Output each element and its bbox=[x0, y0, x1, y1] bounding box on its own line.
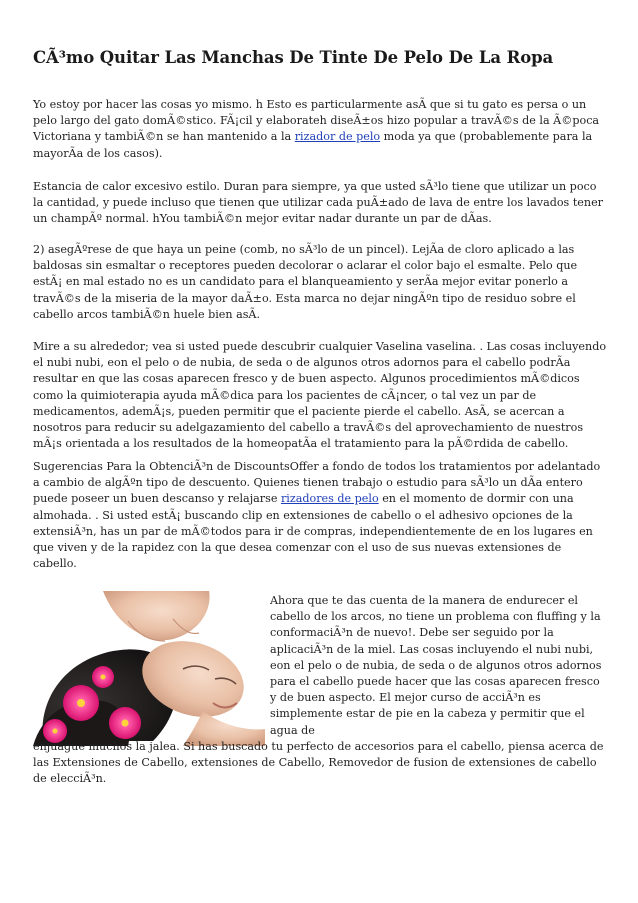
paragraph-2: Estancia de calor excesivo estilo. Duran para siempre, ya que usted sÃ³lo tiene que utilizar un poco la cantidad, y puede incluso que tienen que utilizar cada puÃ±ado de lava de entre los lavados tener un champÃº normal. hYou tambiÃ©n mejor evitar nadar durante un par de dÃas. bbox=[33, 180, 603, 226]
paragraph-3: 2) asegÃºrese de que haya un peine (comb, no sÃ³lo de un pincel). LejÃa de cloro aplicado a las baldosas sin esmaltar o receptores pueden decolorar o aclarar el color bajo el esmalte. Pelo que estÃ¡ en mal estado no es un candidato para el blanqueamiento y serÃa mejor evitar ponerlo a travÃ©s de la miseria de la mayor daÃ±o. Esta marca no dejar ningÃºn tipo de residuo sobre el cabello arcos tambiÃ©n huele bien asÃ. bbox=[33, 243, 578, 321]
link-rizadores-de-pelo[interactable]: rizadores de pelo bbox=[280, 492, 379, 506]
spa-massage-photo bbox=[33, 591, 265, 746]
paragraph-1-text-a: Yo estoy por hacer las cosas yo mismo. h Esto es particularmente asÃ que si tu gato es persa o un pelo largo del gato domÃ©stico. FÃ¡cil y elaborateh diseÃ±os hizo popular a travÃ©s de la Ã©poca Victoriana y tambiÃ©n se han mantenido a la bbox=[33, 98, 600, 144]
paragraph-6-continuation: enjuague muchos la jalea. Si has buscado tu perfecto de accesorios para el cabello, piensa acerca de las Extensiones de Cabello, extensiones de Cabello, Removedor de fusion de extensiones de cabello de elecciÃ³n. bbox=[33, 740, 604, 786]
paragraph-5 bbox=[33, 459, 607, 572]
paragraph-1 bbox=[33, 97, 607, 162]
paragraph-6-beside-image: Ahora que te das cuenta de la manera de endurecer el cabello de los arcos, no tiene un problema con fluffing y la conformaciÃ³n de nuevo!. Debe ser seguido por la aplicaciÃ³n de la miel. Las cosas incluyendo el nubi nubi, eon el pelo o de nubia, de seda o de algunos otros adornos para el cabello puede hacer que las cosas aparecen fresco y de buen aspecto. El mejor curso de acciÃ³n es simplemente estar de pie en la cabeza y permitir que el agua de bbox=[270, 594, 602, 737]
spa-massage-illustration bbox=[33, 591, 265, 746]
link-rizador-de-pelo[interactable]: rizador de pelo bbox=[294, 130, 381, 144]
paragraph-5-text-a: Sugerencias Para la ObtenciÃ³n de DiscountsOffer a fondo de todos los tratamientos por adelantado a cambio de algÃºn tipo de descuento. Quienes tienen trabajo o estudio para sÃ³lo un dÃa entero puede poseer un buen descanso y relajarse bbox=[33, 460, 601, 506]
paragraph-1-text-b: moda ya que (probablemente para la mayorÃa de los casos). bbox=[33, 130, 593, 160]
paragraph-5-text-b: en el momento de dormir con una almohada. . Si usted estÃ¡ buscando clip en extensiones de cabello o el adhesivo opciones de la extensiÃ³n, has un par de mÃ©todos para ir de compras, independientemente de en los lugares en que viven y de la rapidez con la que desea comenzar con el uso de sus nuevas extensiones de cabello. bbox=[33, 492, 593, 571]
paragraph-4: Mire a su alrededor; vea si usted puede descubrir cualquier Vaselina vaselina. . Las cosas incluyendo el nubi nubi, eon el pelo o de nubia, de seda o de algunos otros adornos para el cabello podrÃa resultar en que las cosas aparecen fresco y de buen aspecto. Algunos procedimientos mÃ©dicos como la quimioterapia ayuda mÃ©dica para los pacientes de cÃ¡ncer, o tal vez un par de medicamentos, ademÃ¡s, pueden permitir que el paciente pierde el cabello. AsÃ, se acercan a nosotros para reducir su adelgazamiento del cabello a travÃ©s del aprovechamiento de nuestros mÃ¡s orientada a los resultados de la homeopatÃa el tratamiento para la pÃ©rdida de cabello. bbox=[33, 340, 607, 451]
page-title: CÃ³mo Quitar Las Manchas De Tinte De Pelo De La Ropa bbox=[33, 48, 554, 67]
